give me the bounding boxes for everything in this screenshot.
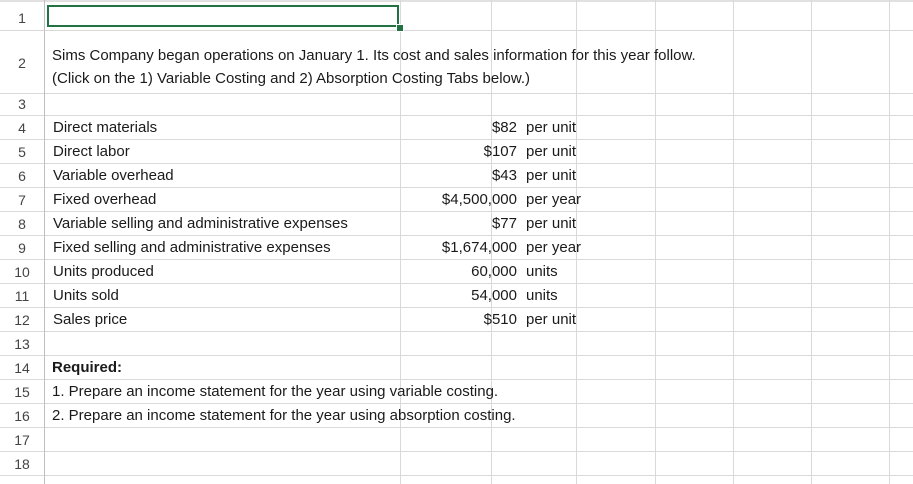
grid-line	[733, 0, 734, 484]
row-header[interactable]: 7	[18, 192, 26, 208]
item-amount-fixed-selling-admin[interactable]: $1,674,000	[441, 239, 517, 256]
item-label-direct-materials[interactable]: Direct materials	[53, 119, 158, 136]
intro-line-1[interactable]: Sims Company began operations on January 1. Its cost and sales information for this year follow.	[52, 47, 696, 64]
row-header[interactable]: 16	[14, 408, 30, 424]
item-amount-variable-selling-admin[interactable]: $77	[491, 215, 517, 232]
grid-line	[0, 163, 913, 164]
grid-line	[0, 451, 913, 452]
row-header[interactable]: 1	[18, 10, 26, 26]
intro-line-2[interactable]: (Click on the 1) Variable Costing and 2) Absorption Costing Tabs below.)	[52, 70, 531, 87]
row-header[interactable]: 18	[14, 456, 30, 472]
row-header[interactable]: 14	[14, 360, 30, 376]
required-heading[interactable]: Required:	[52, 359, 123, 376]
item-amount-units-sold[interactable]: 54,000	[471, 287, 517, 304]
item-label-units-produced[interactable]: Units produced	[53, 263, 154, 280]
row-header[interactable]: 8	[18, 216, 26, 232]
row-header[interactable]: 11	[14, 288, 30, 304]
item-unit-fixed-selling-admin[interactable]: per year	[526, 239, 582, 256]
row-header[interactable]: 17	[14, 432, 30, 448]
grid-line	[0, 30, 913, 31]
item-label-direct-labor[interactable]: Direct labor	[53, 143, 130, 160]
grid-line	[0, 379, 913, 380]
row-header[interactable]: 5	[18, 144, 26, 160]
item-unit-units-sold[interactable]: units	[526, 287, 558, 304]
item-unit-direct-labor[interactable]: per unit	[526, 143, 577, 160]
grid-line	[0, 211, 913, 212]
row-header[interactable]: 6	[18, 168, 26, 184]
item-amount-direct-labor[interactable]: $107	[483, 143, 517, 160]
row-header[interactable]: 2	[18, 55, 26, 71]
item-label-fixed-selling-admin[interactable]: Fixed selling and administrative expenses	[53, 239, 331, 256]
grid-line	[0, 235, 913, 236]
grid-line	[0, 115, 913, 116]
column-header-edge	[0, 0, 913, 2]
row-header[interactable]: 15	[14, 384, 30, 400]
item-label-variable-selling-admin[interactable]: Variable selling and administrative expenses	[53, 215, 348, 232]
row-header[interactable]: 13	[14, 336, 30, 352]
grid-line	[0, 93, 913, 94]
row-header-border	[44, 0, 45, 484]
required-step-1[interactable]: 1. Prepare an income statement for the year using variable costing.	[52, 383, 499, 400]
item-amount-variable-overhead[interactable]: $43	[491, 167, 517, 184]
item-unit-variable-selling-admin[interactable]: per unit	[526, 215, 577, 232]
item-label-sales-price[interactable]: Sales price	[53, 311, 128, 328]
grid-line	[0, 259, 913, 260]
active-cell-a1[interactable]	[47, 5, 399, 27]
grid-line	[0, 475, 913, 476]
item-label-fixed-overhead[interactable]: Fixed overhead	[53, 191, 157, 208]
row-header[interactable]: 9	[18, 240, 26, 256]
grid-line	[655, 0, 656, 484]
grid-line	[0, 427, 913, 428]
row-header[interactable]: 4	[18, 120, 26, 136]
grid-line	[0, 331, 913, 332]
row-header[interactable]: 3	[18, 96, 26, 112]
item-unit-direct-materials[interactable]: per unit	[526, 119, 577, 136]
item-amount-units-produced[interactable]: 60,000	[471, 263, 517, 280]
fill-handle[interactable]	[396, 24, 404, 32]
item-unit-fixed-overhead[interactable]: per year	[526, 191, 582, 208]
item-unit-variable-overhead[interactable]: per unit	[526, 167, 577, 184]
grid-line	[0, 355, 913, 356]
grid-line	[0, 187, 913, 188]
item-label-units-sold[interactable]: Units sold	[53, 287, 119, 304]
grid-line	[0, 283, 913, 284]
grid-line	[0, 307, 913, 308]
item-unit-sales-price[interactable]: per unit	[526, 311, 577, 328]
item-amount-direct-materials[interactable]: $82	[491, 119, 517, 136]
item-label-variable-overhead[interactable]: Variable overhead	[53, 167, 174, 184]
required-step-2[interactable]: 2. Prepare an income statement for the year using absorption costing.	[52, 407, 516, 424]
grid-line	[0, 139, 913, 140]
grid-line	[811, 0, 812, 484]
item-amount-sales-price[interactable]: $510	[483, 311, 517, 328]
row-header[interactable]: 12	[14, 312, 30, 328]
item-amount-fixed-overhead[interactable]: $4,500,000	[441, 191, 517, 208]
row-header[interactable]: 10	[14, 264, 30, 280]
item-unit-units-produced[interactable]: units	[526, 263, 558, 280]
grid-line	[889, 0, 890, 484]
grid-line	[0, 403, 913, 404]
